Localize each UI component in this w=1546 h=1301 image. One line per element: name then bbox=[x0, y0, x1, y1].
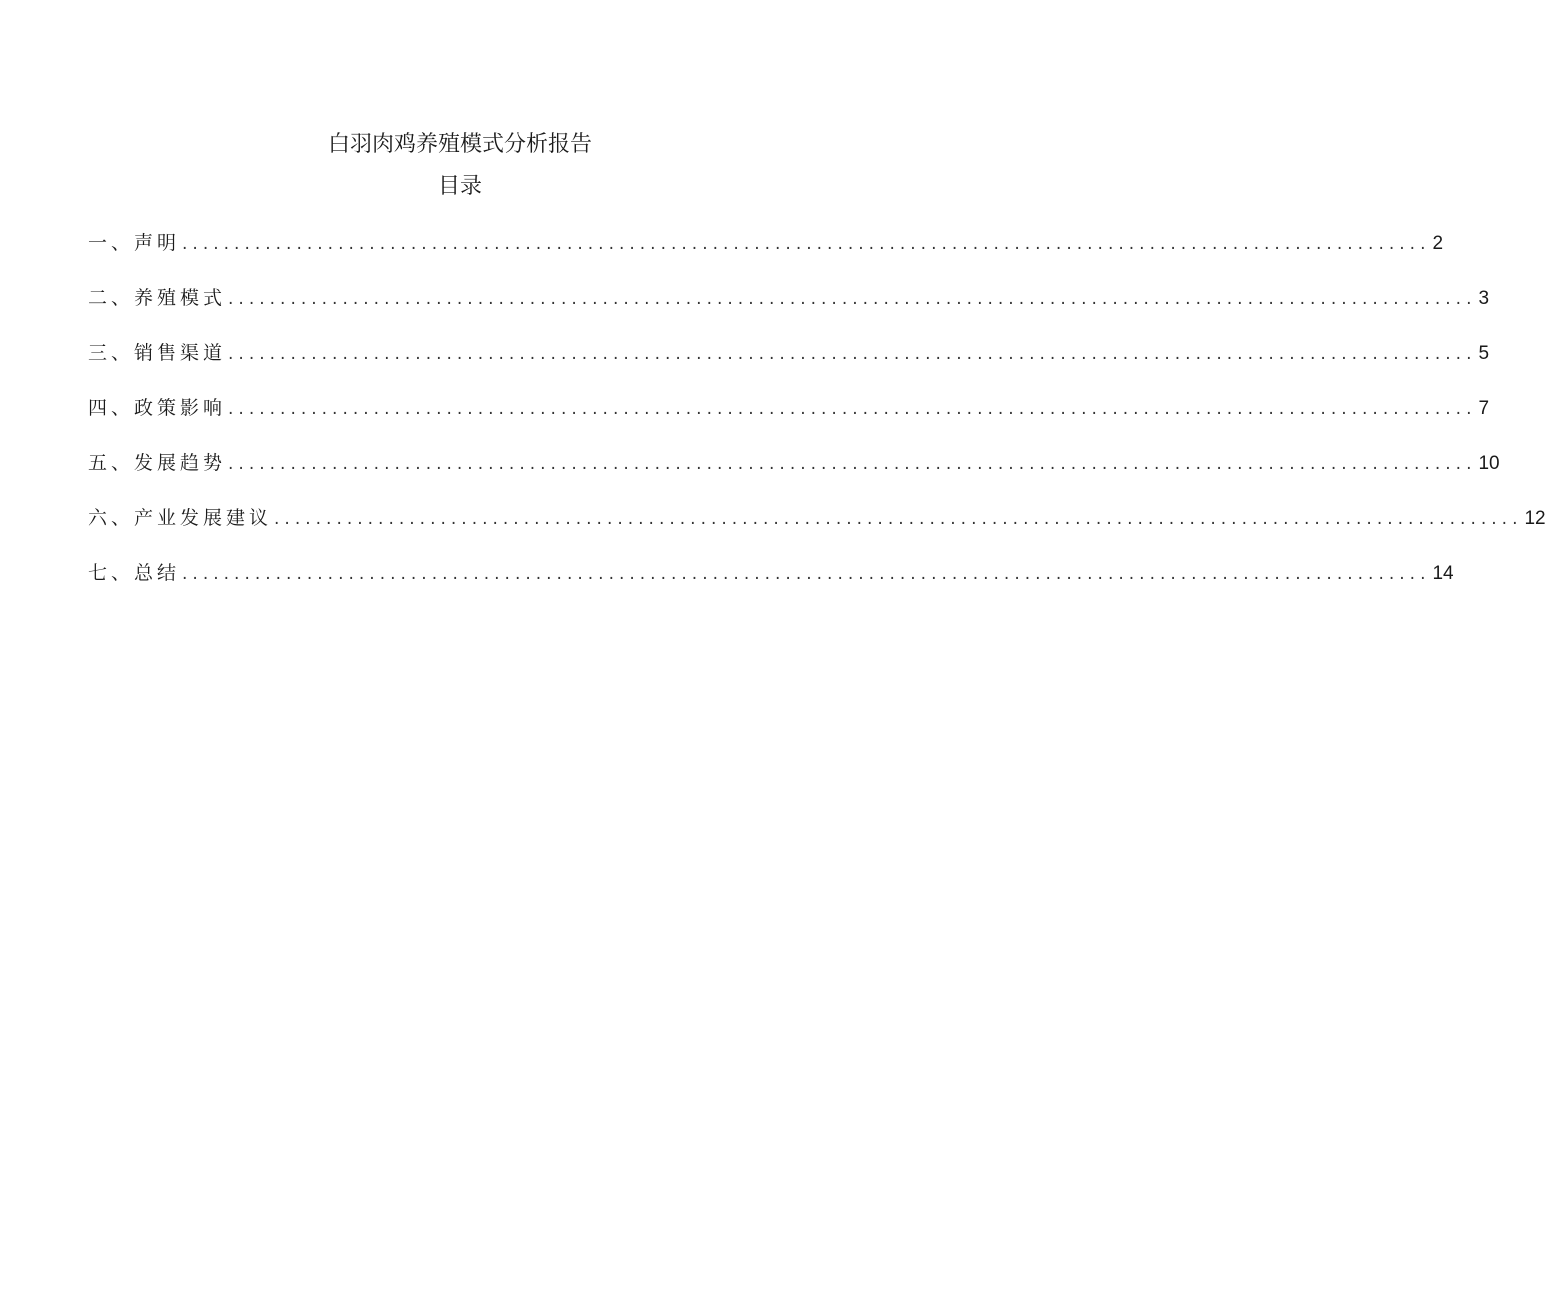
toc-entry[interactable] bbox=[88, 228, 1444, 283]
toc-entry-label: 五、发展趋势 bbox=[88, 452, 227, 474]
toc-entry-label: 四、政策影响 bbox=[88, 397, 227, 419]
toc-dot-leader: ........................................................................................................................ bbox=[182, 234, 1431, 254]
toc-entry-page: 14 bbox=[1432, 563, 1454, 584]
toc-entry-label: 三、销售渠道 bbox=[88, 342, 227, 364]
toc-entry-page: 10 bbox=[1478, 453, 1500, 474]
toc-entry[interactable] bbox=[88, 503, 1546, 558]
toc-entry-page: 5 bbox=[1478, 343, 1490, 364]
toc-entry-label: 六、产业发展建议 bbox=[88, 507, 273, 529]
toc-entry-page: 2 bbox=[1432, 233, 1444, 254]
toc-entry[interactable] bbox=[88, 338, 1490, 393]
document-title: 白羽肉鸡养殖模式分析报告 bbox=[327, 132, 592, 157]
toc-entry-page: 7 bbox=[1478, 398, 1490, 419]
toc-entry-label: 七、总结 bbox=[88, 562, 181, 584]
toc-entry[interactable] bbox=[88, 283, 1490, 338]
table-of-contents bbox=[88, 228, 1546, 613]
toc-entry[interactable] bbox=[88, 558, 1454, 613]
toc-heading: 目录 bbox=[437, 174, 482, 199]
toc-entry-label: 一、声明 bbox=[88, 232, 181, 254]
toc-dot-leader: ........................................................................................................................ bbox=[274, 509, 1523, 529]
toc-dot-leader: ........................................................................................................................ bbox=[182, 564, 1431, 584]
toc-entry-page: 3 bbox=[1478, 288, 1490, 309]
toc-dot-leader: ........................................................................................................................ bbox=[228, 454, 1477, 474]
toc-dot-leader: ........................................................................................................................ bbox=[228, 399, 1477, 419]
toc-entry[interactable] bbox=[88, 393, 1490, 448]
toc-entry-page: 12 bbox=[1524, 508, 1546, 529]
toc-dot-leader: ........................................................................................................................ bbox=[228, 344, 1477, 364]
toc-dot-leader: ........................................................................................................................ bbox=[228, 289, 1477, 309]
toc-entry[interactable] bbox=[88, 448, 1500, 503]
toc-entry-label: 二、养殖模式 bbox=[88, 287, 227, 309]
